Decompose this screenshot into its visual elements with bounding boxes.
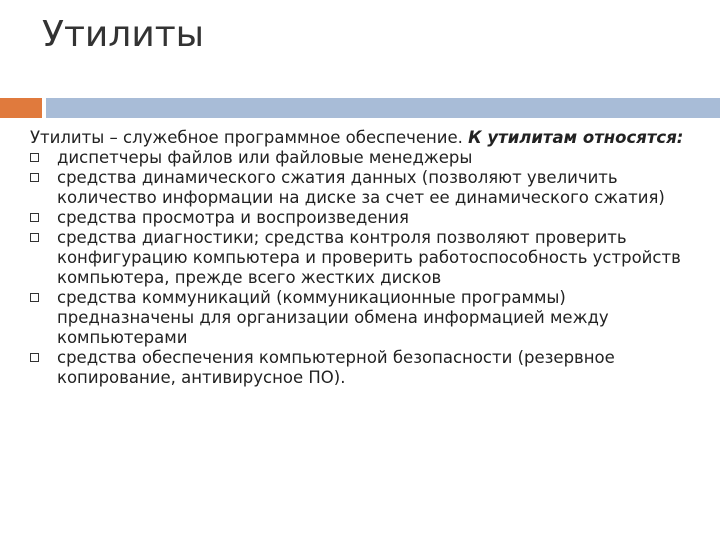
- intro-paragraph: [30, 128, 700, 148]
- list-item-text: средства динамического сжатия данных (позволяют увеличить количество информации на диске за счет ее динамического сжатия): [57, 168, 665, 207]
- square-bullet-icon: [30, 173, 39, 182]
- list-item-text: средства коммуникаций (коммуникационные программы) предназначены для организации обмена информацией между компьютерами: [57, 288, 609, 347]
- list-item: [30, 228, 700, 288]
- list-item-text: диспетчеры файлов или файловые менеджеры: [57, 148, 473, 167]
- list-item-text: средства обеспечения компьютерной безопасности (резервное копирование, антивирусное ПО).: [57, 348, 615, 387]
- square-bullet-icon: [30, 293, 39, 302]
- list-item: [30, 148, 700, 168]
- square-bullet-icon: [30, 213, 39, 222]
- list-item: [30, 288, 700, 348]
- list-item: [30, 208, 700, 228]
- slide-title: Утилиты: [42, 14, 205, 55]
- square-bullet-icon: [30, 153, 39, 162]
- intro-emphasis: К утилитам относятся:: [468, 128, 684, 147]
- utility-list: [30, 148, 700, 388]
- list-item-text: средства просмотра и воспроизведения: [57, 208, 409, 227]
- accent-bar-blue: [46, 98, 720, 118]
- square-bullet-icon: [30, 353, 39, 362]
- list-item: [30, 168, 700, 208]
- intro-text: Утилиты – служебное программное обеспечение.: [30, 128, 469, 147]
- list-item-text: средства диагностики; средства контроля позволяют проверить конфигурацию компьютера и проверить работоспособность устройств компьютера, прежде всего жестких дисков: [57, 228, 681, 287]
- square-bullet-icon: [30, 233, 39, 242]
- list-item: [30, 348, 700, 388]
- accent-bar-orange: [0, 98, 42, 118]
- slide-body: [30, 128, 700, 388]
